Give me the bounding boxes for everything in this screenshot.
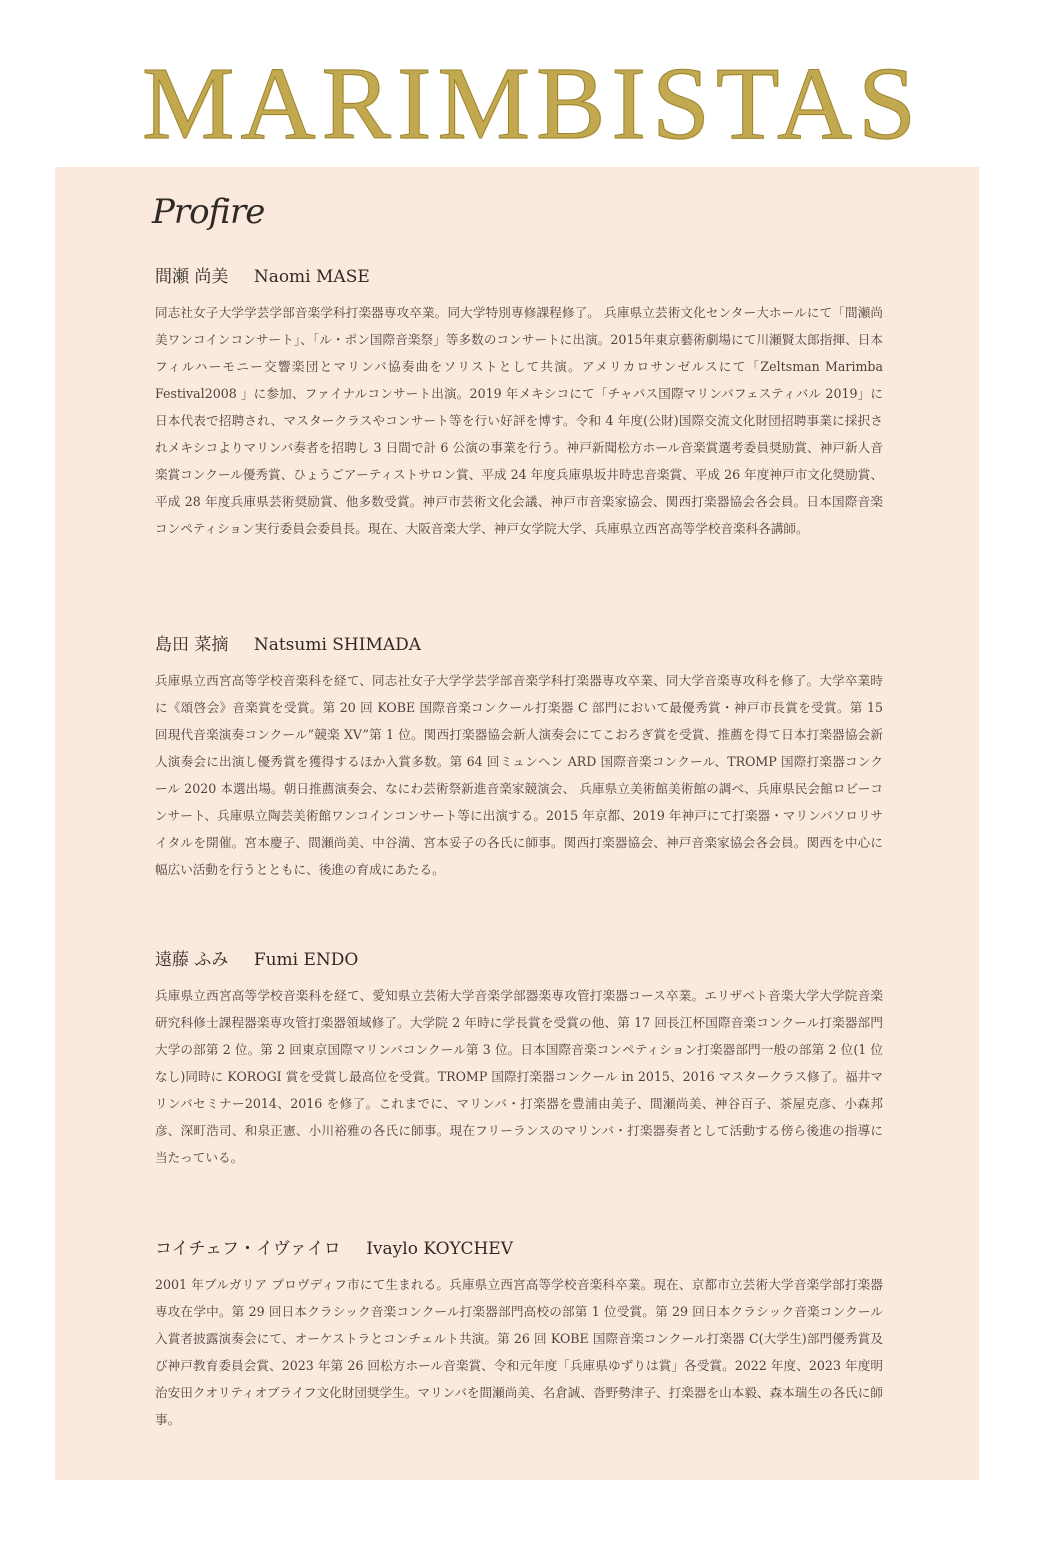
- page-title: MARIMBISTAS: [141, 46, 923, 161]
- profile-bio: 兵庫県立西宮高等学校音楽科を経て、同志社女子大学学芸学部音楽学科打楽器専攻卒業、同大学音楽専攻科を修了。大学卒業時に《頌啓会》音楽賞を受賞。第 20 回 KOBE 国際音楽コンクール打楽器 C 部門において最優秀賞・神戸市長賞を受賞。第 15 回現代音楽演奏コンクール”競楽 XV”第 1 位。関西打楽器協会新人演奏会にてこおろぎ賞を受賞、推薦を得て日本打楽器協会新人演奏会に出演し優秀賞を獲得するほか入賞多数。第 64 回ミュンヘン ARD 国際音楽コンクール、TROMP 国際打楽器コンクール 2020 本選出場。朝日推薦演奏会、なにわ芸術祭新進音楽家競演会、 兵庫県立美術館美術館の調べ、兵庫県民会館ロビーコンサート、兵庫県立陶芸美術館ワンコインコンサート等に出演する。2015 年京都、2019 年神戸にて打楽器・マリンバソロリサイタルを開催。宮本慶子、間瀬尚美、中谷満、宮本妥子の各氏に師事。関西打楽器協会、神戸音楽家協会各会員。関西を中心に幅広い活動を行うとともに、後進の育成にあたる。: [155, 673, 883, 877]
- profile-name: [155, 262, 883, 287]
- profile-bio: 2001 年ブルガリア プロヴディフ市にて生まれる。兵庫県立西宮高等学校音楽科卒業。現在、京都市立芸術大学音楽学部打楽器専攻在学中。第 29 回日本クラシック音楽コンクール打楽器部門高校の部第 1 位受賞。第 29 回日本クラシック音楽コンクール入賞者披露演奏会にて、オーケストラとコンチェルト共演。第 26 回 KOBE 国際音楽コンクール打楽器 C(大学生)部門優秀賞及び神戸教育委員会賞、2023 年第 26 回松方ホール音楽賞、令和元年度「兵庫県ゆずりは賞」各受賞。2022 年度、2023 年度明治安田クオリティオブライフ文化財団奨学生。マリンバを間瀬尚美、名倉誠、沓野勢津子、打楽器を山本毅、森本瑞生の各氏に師事。: [155, 1277, 883, 1427]
- name-english: Natsumi SHIMADA: [253, 635, 422, 655]
- profile-koychev: [155, 1234, 883, 1433]
- profile-shimada: [155, 630, 883, 883]
- profile-name: [155, 945, 883, 970]
- profile-name: [155, 1234, 883, 1259]
- profile-endo: [155, 945, 883, 1171]
- profile-bio: 兵庫県立西宮高等学校音楽科を経て、愛知県立芸術大学音楽学部器楽専攻管打楽器コース卒業。エリザベト音楽大学大学院音楽研究科修士課程器楽専攻管打楽器領域修了。大学院 2 年時に学長賞を受賞の他、第 17 回長江杯国際音楽コンクール打楽器部門大学の部第 2 位。第 2 回東京国際マリンバコンクール第 3 位。日本国際音楽コンペティション打楽器部門一般の部第 2 位(1 位なし)同時に KOROGI 賞を受賞し最高位を受賞。TROMP 国際打楽器コンクール in 2015、2016 マスタークラス修了。福井マリンバセミナー2014、2016 を修了。これまでに、マリンバ・打楽器を豊浦由美子、間瀬尚美、神谷百子、茶屋克彦、小森邦彦、深町浩司、和泉正憲、小川裕雅の各氏に師事。現在フリーランスのマリンバ・打楽器奏者として活動する傍ら後進の指導に当たっている。: [155, 988, 883, 1165]
- profile-name: [155, 630, 883, 655]
- name-japanese: 間瀬 尚美: [155, 267, 229, 287]
- name-japanese: コイチェフ・イヴァイロ: [155, 1239, 341, 1259]
- name-english: Fumi ENDO: [253, 950, 359, 970]
- section-heading: Profire: [152, 192, 265, 232]
- profile-mase: [155, 262, 883, 542]
- name-japanese: 島田 菜摘: [155, 635, 229, 655]
- name-english: Naomi MASE: [253, 267, 370, 287]
- name-english: Ivaylo KOYCHEV: [366, 1239, 513, 1259]
- name-japanese: 遠藤 ふみ: [155, 950, 229, 970]
- profile-bio: 同志社女子大学学芸学部音楽学科打楽器専攻卒業。同大学特別専修課程修了。 兵庫県立芸術文化センター大ホールにて「間瀬尚美ワンコインコンサート」、「ル・ポン国際音楽祭」等多数のコンサートに出演。2015年東京藝術劇場にて川瀬賢太郎指揮、日本フィルハーモニー交響楽団とマリンバ協奏曲をソリストとして共演。アメリカロサンゼルスにて「Zeltsman Marimba Festival2008 」に参加、ファイナルコンサート出演。2019 年メキシコにて「チャパス国際マリンバフェスティバル 2019」に日本代表で招聘され、マスタークラスやコンサート等を行い好評を博す。令和 4 年度(公財)国際交流文化財団招聘事業に採択されメキシコよりマリンバ奏者を招聘し 3 日間で計 6 公演の事業を行う。神戸新聞松方ホール音楽賞選考委員奨励賞、神戸新人音楽賞コンクール優秀賞、ひょうごアーティストサロン賞、平成 24 年度兵庫県坂井時忠音楽賞、平成 26 年度神戸市文化奨励賞、平成 28 年度兵庫県芸術奨励賞、他多数受賞。神戸市芸術文化会議、神戸市音楽家協会、関西打楽器協会各会員。日本国際音楽コンペティション実行委員会委員長。現在、大阪音楽大学、神戸女学院大学、兵庫県立西宮高等学校音楽科各講師。: [155, 305, 883, 536]
